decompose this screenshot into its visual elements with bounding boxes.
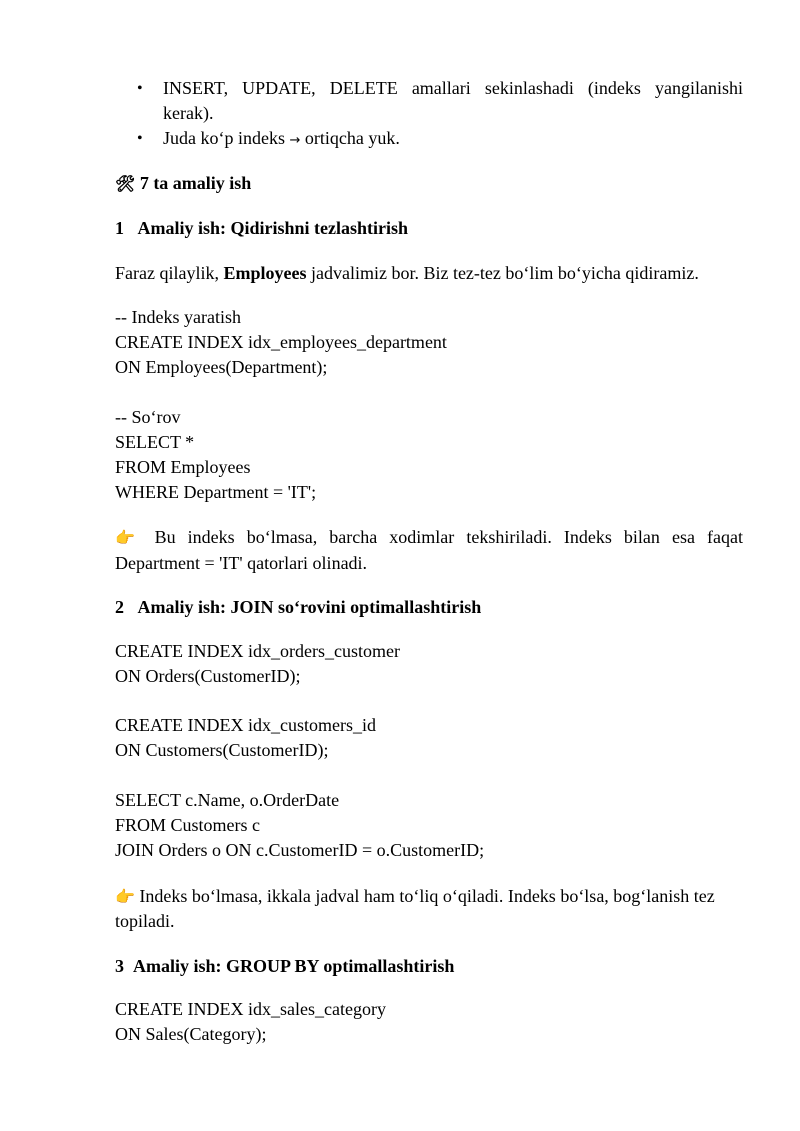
code-line: WHERE Department = 'IT'; [115, 482, 317, 502]
task-title: Amaliy ish: GROUP BY optimallashtirish [133, 956, 455, 976]
bullet-1-line-1: INSERT, UPDATE, DELETE amallari sekinlashadi (indeks yangilanishi [163, 78, 743, 98]
note-text: Indeks bo‘lmasa, ikkala jadval ham to‘liq o‘qiladi. Indeks bo‘lsa, bog‘lanish tez [139, 886, 715, 906]
code-line: SELECT * [115, 432, 195, 452]
intro-text: Faraz qilaylik, [115, 263, 219, 283]
code-line: CREATE INDEX idx_sales_category [115, 999, 386, 1019]
code-line: -- Indeks yaratish [115, 307, 241, 327]
task-title: Amaliy ish: Qidirishni tezlashtirish [137, 218, 409, 238]
code-line: CREATE INDEX idx_customers_id [115, 715, 376, 735]
bullet-2 [163, 126, 400, 153]
intro-text: jadvalimiz bor. Biz tez-tez bo‘lim bo‘yicha qidiramiz. [310, 263, 699, 283]
code-line: JOIN Orders o ON c.CustomerID = o.CustomerID; [115, 840, 485, 860]
intro-table-name: Employees [223, 263, 307, 283]
task-1-heading [115, 216, 408, 241]
code-line: SELECT c.Name, o.OrderDate [115, 790, 340, 810]
code-line: FROM Employees [115, 457, 251, 477]
task-2-heading [115, 595, 481, 620]
task-2-note-line-2: topiladi. [115, 911, 175, 931]
bullet-2-text-before: Juda ko‘p indeks [163, 128, 285, 148]
bullet-marker: • [137, 130, 143, 147]
right-arrow-icon: → [289, 133, 301, 148]
code-line: ON Sales(Category); [115, 1024, 267, 1044]
bullet-1-line-2: kerak). [163, 103, 214, 123]
task-number: 1 [115, 218, 124, 238]
task-1-note-line-2: Department = 'IT' qatorlari olinadi. [115, 553, 368, 573]
task-1-intro [115, 261, 699, 286]
task-1-note-line-1 [115, 525, 743, 550]
code-line: FROM Customers c [115, 815, 261, 835]
code-line: ON Employees(Department); [115, 357, 328, 377]
bullet-2-text-after: ortiqcha yuk. [304, 128, 400, 148]
task-3-heading [115, 954, 454, 979]
task-number: 3 [115, 956, 124, 976]
pointing-hand-icon: 👉 [115, 887, 135, 906]
task-number: 2 [115, 597, 124, 617]
code-line: CREATE INDEX idx_orders_customer [115, 641, 400, 661]
section-title-text: 7 ta amaliy ish [139, 173, 252, 193]
note-text: Bu indeks bo‘lmasa, barcha xodimlar tekshiriladi. Indeks bilan esa faqat [154, 527, 744, 547]
bullet-marker: • [137, 80, 143, 97]
task-2-note-line-1 [115, 884, 715, 909]
code-line: CREATE INDEX idx_employees_department [115, 332, 447, 352]
code-line: ON Orders(CustomerID); [115, 666, 301, 686]
task-title: Amaliy ish: JOIN so‘rovini optimallashtirish [137, 597, 482, 617]
section-title [115, 171, 251, 196]
code-line: -- So‘rov [115, 407, 181, 427]
code-line: ON Customers(CustomerID); [115, 740, 329, 760]
pointing-hand-icon: 👉 [115, 528, 143, 547]
hammer-wrench-icon: 🛠 [115, 174, 136, 193]
